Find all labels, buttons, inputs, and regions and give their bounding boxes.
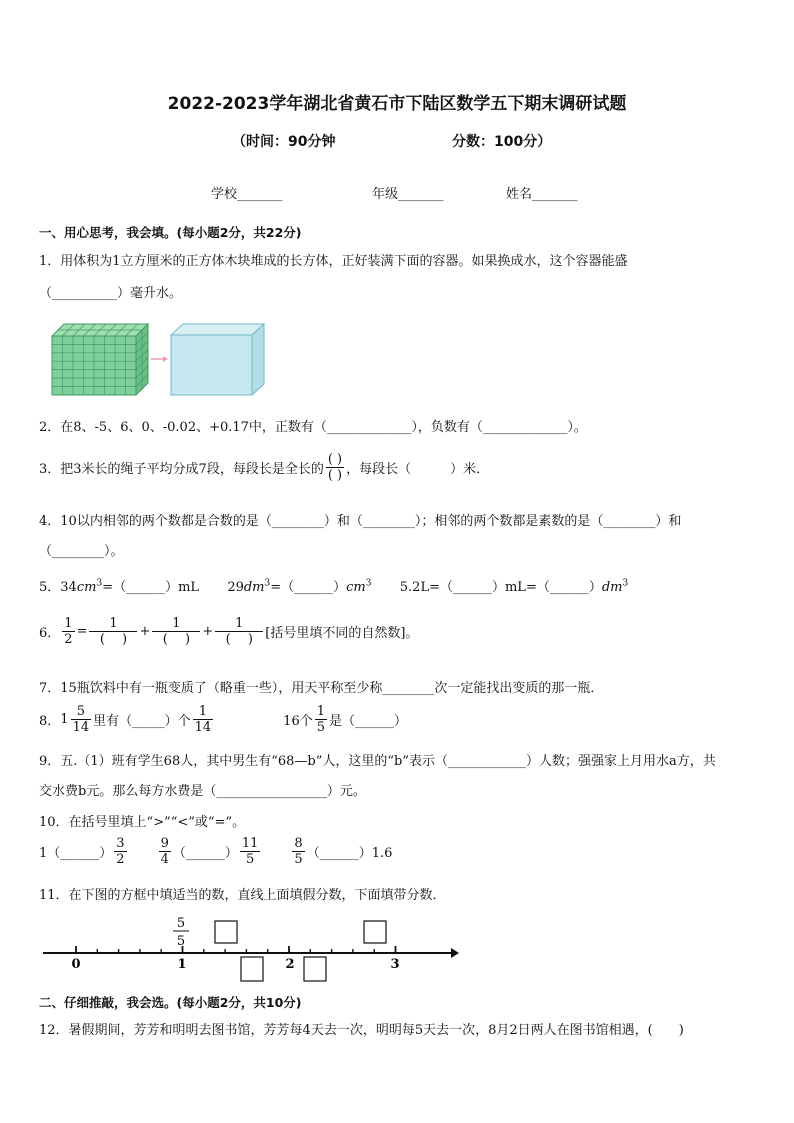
q5-c-unit: dm xyxy=(601,580,623,595)
question-9-line2: 交水费b元。那么每方水费是（_________________）元。 xyxy=(39,784,366,799)
fraction-denominator: ( ) xyxy=(162,632,191,647)
fraction-numerator: 1 xyxy=(215,616,263,632)
q8-mixed-number xyxy=(60,704,93,735)
fraction-denominator: 14 xyxy=(72,720,90,735)
question-11-line1: 11．在下图的方框中填适当的数，直线上面填假分数，下面填带分数． xyxy=(39,888,446,903)
q10-fraction-11-5 xyxy=(240,836,261,867)
question-12: 12．暑假期间，芳芳和明明去图书馆，芳芳每4天去一次，明明每5天去一次，8月2日两人在图书馆相遇，( ) xyxy=(39,1023,684,1038)
empty-container-box xyxy=(171,324,264,395)
q5-a-number: 5．34 xyxy=(39,580,77,595)
name-field: 姓名_______ xyxy=(506,187,578,202)
q6-fraction-1 xyxy=(89,616,137,647)
q6-instruction: [括号里填不同的自然数]。 xyxy=(265,626,419,641)
question-4-line1: 4．10以内相邻的两个数都是合数的是（________）和（________）；相邻的两个数都是素数的是（________）和 xyxy=(39,514,682,529)
number-line-fraction-numerator: 5 xyxy=(176,916,186,931)
fraction-denominator: 5 xyxy=(294,852,303,867)
fraction-denominator: 2 xyxy=(64,632,73,647)
q8-label: 8． xyxy=(39,714,61,729)
q5-a-unit: cm xyxy=(76,580,97,595)
q5-b-exponent2: 3 xyxy=(365,578,372,589)
mixed-whole: 1 xyxy=(60,712,69,727)
tick-label-1: 1 xyxy=(177,957,187,972)
section-heading-2: 二、仔细推敲，我会选。(每小题2分，共10分) xyxy=(39,995,302,1010)
q6-fraction-2 xyxy=(152,616,200,647)
question-9-line1: 9．五.（1）班有学生68人，其中男生有“68—b”人，这里的“b”表示（____________）人数；强强家上月用水a方，共 xyxy=(39,754,716,769)
fraction-numerator: 5 xyxy=(71,704,92,720)
q5-a-exponent: 3 xyxy=(96,578,103,589)
tick-label-3: 3 xyxy=(390,957,400,972)
q8-part1-blank: 里有（_____）个 xyxy=(93,714,191,729)
q5-b-blank: =（______） xyxy=(270,580,347,595)
fraction-numerator: 1 xyxy=(64,616,73,631)
q10-a-blank: 1（______） xyxy=(39,846,113,861)
fraction-numerator: 1 xyxy=(193,704,214,720)
q10-d-blank: （______）1.6 xyxy=(306,846,393,861)
question-10-line1: 10．在括号里填上“>”“<”或“=”。 xyxy=(39,815,246,830)
q5-c-blank: 5.2L=（______）mL=（______） xyxy=(399,580,602,595)
q8-part2-blank: 是（______） xyxy=(329,714,408,729)
answer-box-bottom-1[interactable] xyxy=(241,957,263,981)
question-3-fraction xyxy=(326,452,344,483)
q10-b-blank: （______） xyxy=(172,846,238,861)
page-title: 2022-2023学年湖北省黄石市下陆区数学五下期末调研试题 xyxy=(167,94,627,114)
question-3 xyxy=(39,452,489,483)
axis-arrow-icon xyxy=(451,948,459,958)
fraction-numerator: 1 xyxy=(152,616,200,632)
fraction-denominator: 5 xyxy=(316,720,325,735)
question-10-comparisons xyxy=(39,836,392,867)
q6-fraction-3 xyxy=(215,616,263,647)
q8-part2-text: 16个 xyxy=(283,714,313,729)
question-5 xyxy=(39,576,628,595)
section-heading-1: 一、用心思考，我会填。(每小题2分，共22分) xyxy=(39,225,302,240)
answer-box-top-2[interactable] xyxy=(364,921,386,943)
question-3-tail: ，每段长（ ）米． xyxy=(346,462,490,477)
q6-plus-2: + xyxy=(202,624,214,639)
fraction-denominator: ( ) xyxy=(225,632,253,647)
tick-label-2: 2 xyxy=(285,957,295,972)
arrow-icon xyxy=(151,356,168,362)
number-line-ticks xyxy=(76,946,396,953)
fraction-numerator: 1 xyxy=(316,704,325,719)
school-field: 学校_______ xyxy=(211,187,283,202)
exam-score: 分数：100分） xyxy=(452,134,552,150)
question-3-text: 3．把3米长的绳子平均分成7段，每段长是全长的 xyxy=(39,462,324,477)
q5-c-exponent: 3 xyxy=(622,578,629,589)
q6-fraction-half xyxy=(62,616,74,647)
fraction-numerator: 3 xyxy=(116,836,125,851)
q6-label: 6． xyxy=(39,626,61,641)
fraction-numerator: 9 xyxy=(160,836,169,851)
number-line-figure xyxy=(38,910,466,990)
fraction-numerator: ( ) xyxy=(327,452,343,467)
fraction-numerator: 11 xyxy=(241,836,259,851)
q5-b-exponent: 3 xyxy=(264,578,271,589)
fraction-denominator: 14 xyxy=(194,720,212,735)
question-8 xyxy=(39,704,407,735)
question-1-line1: 1．用体积为1立方厘米的正方体木块堆成的长方体，正好装满下面的容器。如果换成水，这个容器能盛 xyxy=(39,254,628,269)
question-1-figure xyxy=(48,320,268,400)
fraction-denominator: ( ) xyxy=(327,468,343,483)
fraction-denominator: 4 xyxy=(160,852,169,867)
q8-fraction-fifth xyxy=(315,704,327,735)
question-7: 7．15瓶饮料中有一瓶变质了（略重一些），用天平称至少称________次一定能找出变质的那一瓶． xyxy=(39,681,604,696)
answer-box-top-1[interactable] xyxy=(215,921,237,943)
q5-b-number: 29 xyxy=(227,580,244,595)
q5-b-unit2: cm xyxy=(346,580,366,595)
q10-fraction-3-2 xyxy=(114,836,126,867)
q10-fraction-9-4 xyxy=(159,836,171,867)
q5-a-blank: =（______）mL xyxy=(102,580,200,595)
q6-plus-1: + xyxy=(139,624,151,639)
tick-label-0: 0 xyxy=(71,957,81,972)
question-1-line2: （__________）毫升水。 xyxy=(39,286,183,301)
fraction-denominator: 5 xyxy=(245,852,255,867)
mixed-fraction xyxy=(71,704,92,735)
question-2: 2．在8、-5、6、0、-0.02、+0.17中，正数有（_____________），负数有（_____________）。 xyxy=(39,420,587,435)
fraction-denominator: ( ) xyxy=(99,632,128,647)
fraction-numerator: 1 xyxy=(89,616,137,632)
question-6 xyxy=(39,616,418,647)
cube-grid-solid xyxy=(52,324,148,395)
exam-time: （时间：90分钟 xyxy=(232,134,336,150)
number-line-fraction-denominator: 5 xyxy=(176,934,186,949)
q5-b-unit: dm xyxy=(243,580,265,595)
grade-field: 年级_______ xyxy=(372,187,444,202)
q6-equals: = xyxy=(76,624,88,639)
question-4-line2: （________）。 xyxy=(39,544,124,559)
fraction-numerator: 8 xyxy=(294,836,303,851)
q8-fraction-unit xyxy=(193,704,214,735)
fraction-denominator: 2 xyxy=(116,852,125,867)
q10-fraction-8-5 xyxy=(292,836,304,867)
answer-box-bottom-2[interactable] xyxy=(304,957,326,981)
